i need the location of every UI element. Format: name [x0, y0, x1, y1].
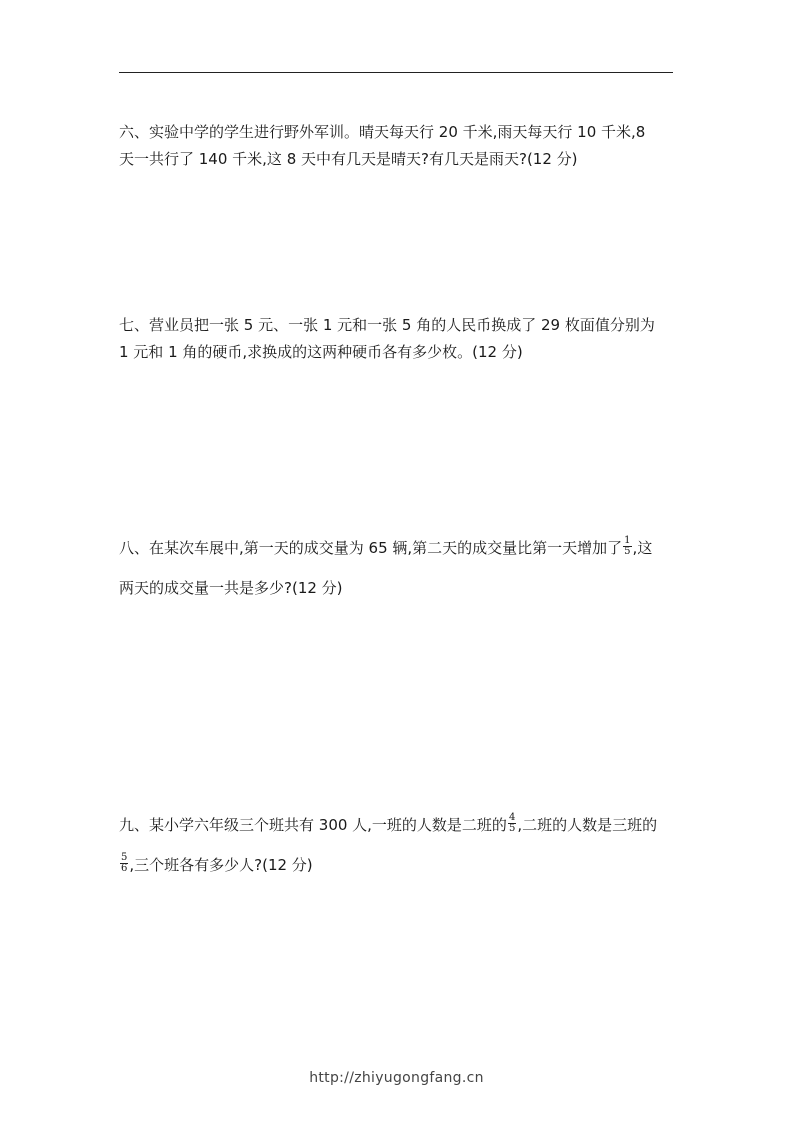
footer-url: http://zhiyugongfang.cn: [309, 1070, 484, 1086]
fraction-five-sixths: [120, 853, 128, 874]
fraction-numerator: 1: [624, 535, 631, 546]
fraction-denominator: 6: [121, 863, 128, 874]
question-6-line-2: 天一共行了 140 千米,这 8 天中有几天是晴天?有几天是雨天?(12 分): [119, 150, 578, 168]
question-8-text-b: ,这: [632, 539, 653, 557]
fraction-denominator: 5: [624, 546, 631, 557]
header-rule: [119, 72, 673, 73]
question-9-line-2: [119, 852, 679, 879]
question-9-text-b: ,二班的人数是三班的: [517, 816, 658, 834]
question-7: [119, 312, 679, 366]
fraction-four-fifths: [508, 813, 516, 834]
fraction-denominator: 5: [508, 823, 516, 834]
fraction-one-fifth: [623, 536, 631, 557]
question-9-text-a: 九、某小学六年级三个班共有 300 人,一班的人数是二班的: [119, 816, 507, 834]
question-9: [119, 812, 679, 879]
question-9-line-1: [119, 812, 679, 852]
fraction-numerator: 4: [508, 812, 516, 823]
question-8-line-2: 两天的成交量一共是多少?(12 分): [119, 579, 343, 597]
question-8-text-a: 八、在某次车展中,第一天的成交量为 65 辆,第二天的成交量比第一天增加了: [119, 539, 623, 557]
question-7-line-1: 七、营业员把一张 5 元、一张 1 元和一张 5 角的人民币换成了 29 枚面值分别为: [119, 316, 655, 334]
question-6: [119, 119, 679, 173]
question-7-line-2: 1 元和 1 角的硬币,求换成的这两种硬币各有多少枚。(12 分): [119, 343, 523, 361]
question-6-line-1: 六、实验中学的学生进行野外军训。晴天每天行 20 千米,雨天每天行 10 千米,8: [119, 123, 646, 141]
fraction-numerator: 5: [121, 852, 128, 863]
question-8-line-1: [119, 535, 679, 575]
question-8: [119, 535, 679, 602]
question-9-text-c: ,三个班各有多少人?(12 分): [129, 856, 313, 874]
